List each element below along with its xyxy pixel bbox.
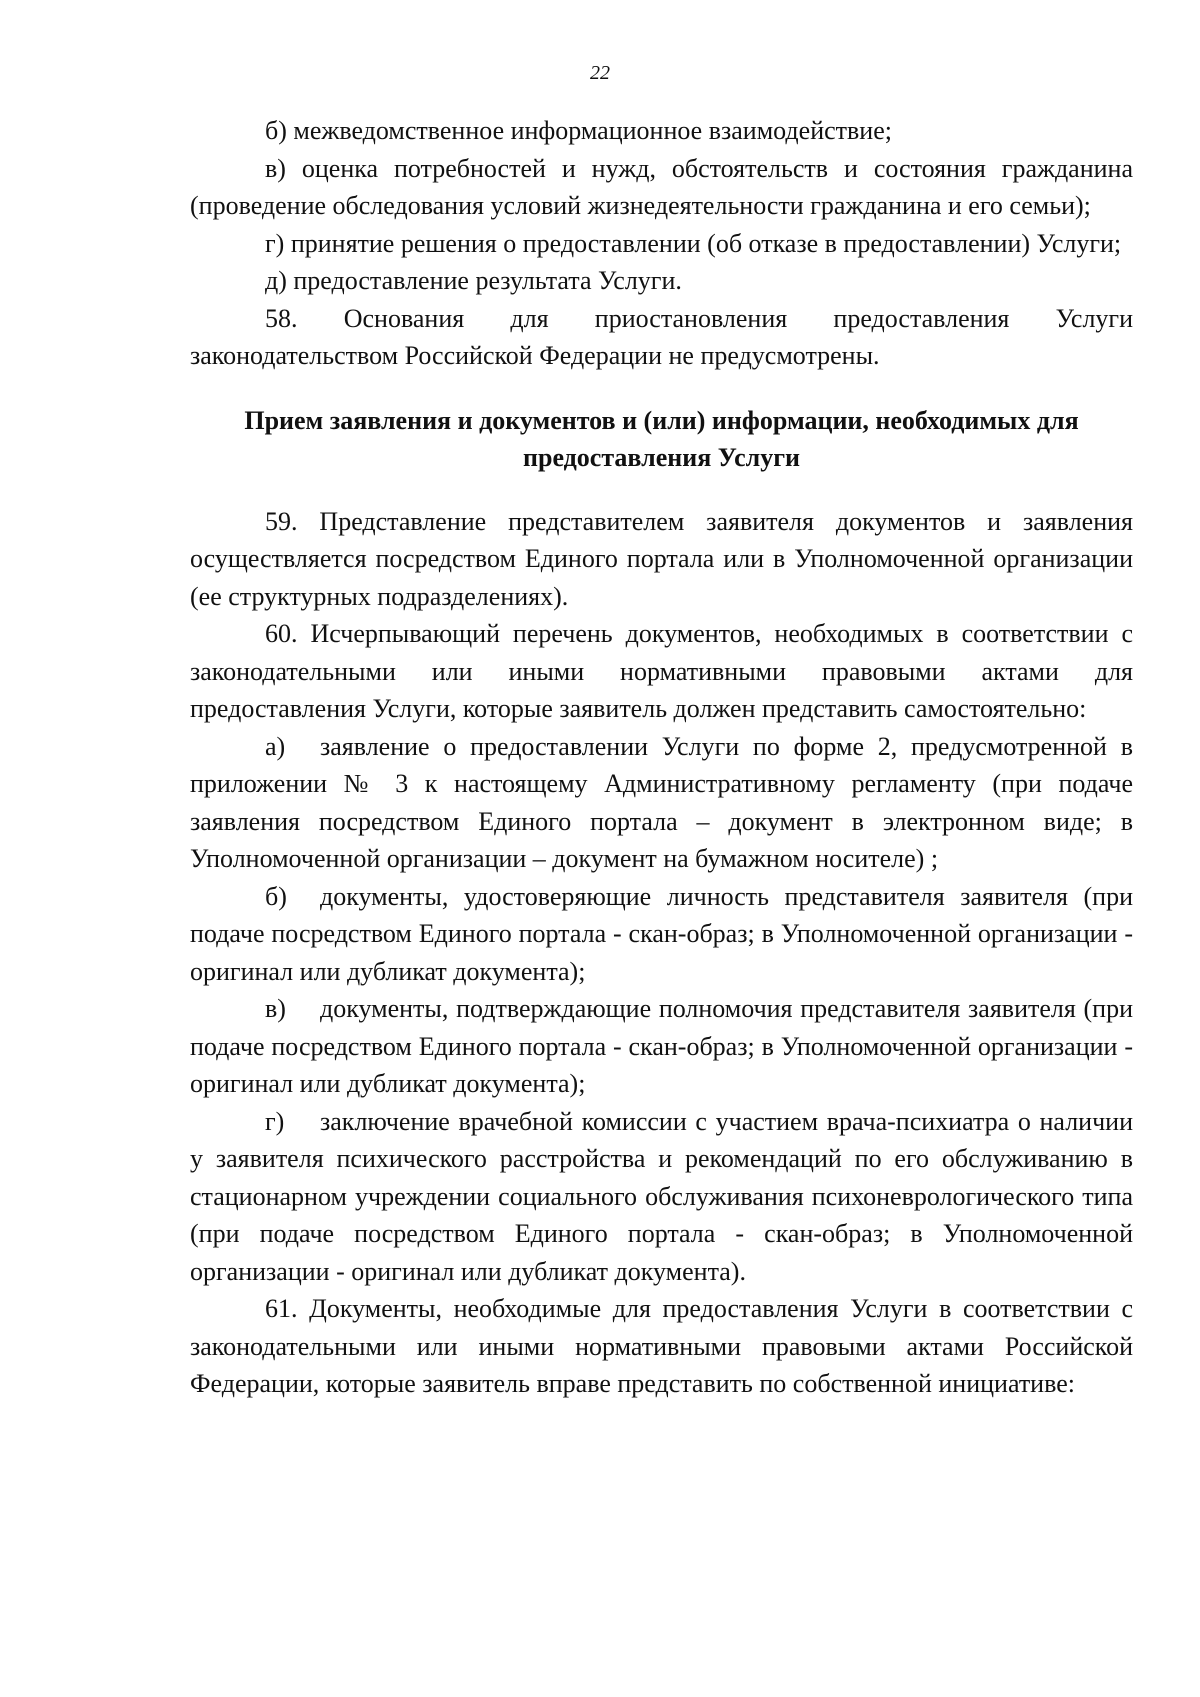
list-marker: б)	[265, 881, 287, 911]
paragraph-60: 60. Исчерпывающий перечень документов, необходимых в соответствии с законодательными или иными нормативными правовыми актами для предоставления Услуги, которые заявитель должен представить самостоятельно:	[190, 619, 1133, 723]
paragraph-d: д) предоставление результата Услуги.	[265, 266, 682, 295]
list-item-text: заявление о предоставлении Услуги по форме 2, предусмотренной в приложении № 3 к настоящему Административному регламенту (при подаче заявления посредством Единого портала – документ в электронном виде; в Уполномоченной организации – документ на бумажном носителе) ;	[190, 731, 1133, 873]
list-item-a	[190, 728, 1133, 878]
list-item-v	[190, 990, 1133, 1103]
paragraph-61: 61. Документы, необходимые для предоставления Услуги в соответствии с законодательными или иными нормативными правовыми актами Российской Федерации, которые заявитель вправе представить по собственной инициативе:	[190, 1294, 1133, 1398]
list-item-text: документы, удостоверяющие личность представителя заявителя (при подаче посредством Единого портала - скан-образ; в Уполномоченной организации - оригинал или дубликат документа);	[190, 881, 1133, 986]
paragraph-58: 58. Основания для приостановления предоставления Услуги законодательством Российской Федерации не предусмотрены.	[190, 303, 1133, 370]
section-heading: Прием заявления и документов и (или) информации, необходимых для предоставления Услуги	[244, 405, 1079, 472]
paragraph-59: 59. Представление представителем заявителя документов и заявления осуществляется посредством Единого портала или в Уполномоченной организации (ее структурных подразделениях).	[190, 506, 1133, 611]
page-number: 22	[590, 62, 610, 84]
list-item-b	[190, 878, 1133, 991]
list-marker: в)	[265, 994, 286, 1023]
paragraph-v: в) оценка потребностей и нужд, обстоятельств и состояния гражданина (проведение обследования условий жизнедеятельности гражданина и его семьи);	[190, 153, 1133, 220]
list-marker: г)	[265, 1106, 285, 1136]
paragraph-b: б) межведомственное информационное взаимодействие;	[265, 116, 892, 145]
list-item-text: заключение врачебной комиссии с участием врача-психиатра о наличии у заявителя психического расстройства и рекомендаций по его обслуживанию в стационарном учреждении социального обслуживания психоневрологического типа (при подаче посредством Единого портала - скан-образ; в Уполномоченной организации - оригинал или дубликат документа).	[190, 1106, 1133, 1286]
page-content	[190, 112, 1133, 1403]
list-item-g	[190, 1103, 1133, 1291]
list-item-text: документы, подтверждающие полномочия представителя заявителя (при подаче посредством Единого портала - скан-образ; в Уполномоченной организации - оригинал или дубликат документа);	[190, 994, 1133, 1098]
paragraph-g: г) принятие решения о предоставлении (об отказе в предоставлении) Услуги;	[265, 228, 1122, 258]
list-marker: а)	[265, 731, 286, 761]
